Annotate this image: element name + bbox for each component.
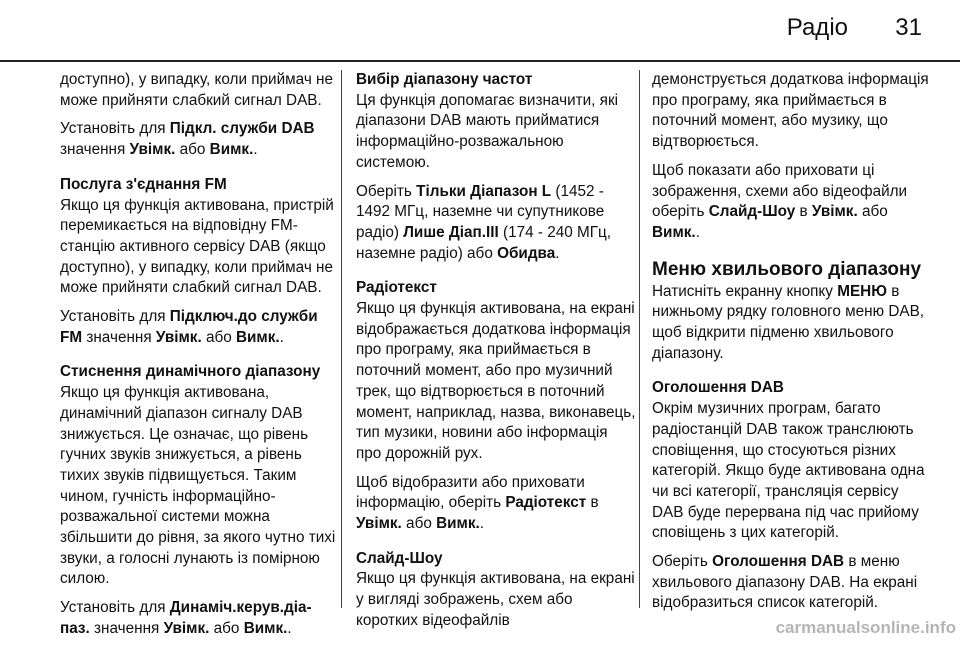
option-on: Увімк. xyxy=(811,203,858,221)
setting-name: Підкл. служби DAB xyxy=(169,120,315,138)
option-off: Вимк. xyxy=(436,515,480,533)
section-heading: Стиснення динамічного діапазону xyxy=(60,363,321,381)
text: . xyxy=(279,328,284,346)
column-divider-1 xyxy=(341,70,342,608)
text: значення xyxy=(60,141,130,159)
option-on: Увімк. xyxy=(163,619,210,637)
text: або xyxy=(401,515,437,533)
section-heading: Слайд-Шоу xyxy=(356,549,443,567)
option-off: Вимк. xyxy=(209,141,254,159)
paragraph: Якщо ця функція активована, на екрані відображається додаткова інформація про програму, яка приймається в поточний момент, або про музичний трек, що відтворюється в поточний момент, наприклад, назва, виконавець, тип музики, новини або інформація про дорожній рух. xyxy=(356,300,636,462)
option-band-iii: Лише Діап.III xyxy=(403,223,499,241)
text: в xyxy=(795,203,812,221)
section-heading: Радіотекст xyxy=(356,279,437,297)
paragraph: Якщо ця функція активована, на екрані у вигляді зображень, схем або коротких відеофайлів xyxy=(356,570,635,629)
section-heading: Послуга з'єднання FM xyxy=(60,175,227,193)
paragraph xyxy=(652,282,932,365)
page-number: 31 xyxy=(895,14,922,41)
paragraph: Якщо ця функція активована, динамічний діапазон сигналу DAB знижується. Це означає, що рівень гучних звуків знижується, а рівень тихих звуків підвищується. Таким чином, гучність інформаційно-розважальної системи можна збільшити до рівня, за якого чутно тихі звуки, а голосні лунають із помірною силою. xyxy=(60,384,336,588)
option-off: Вимк. xyxy=(235,328,280,346)
text: в xyxy=(586,494,599,512)
header-divider xyxy=(0,60,960,62)
paragraph: доступно), у випадку, коли приймач не може прийняти слабкий сигнал DAB. xyxy=(60,71,334,109)
main-heading: Меню хвильового діапазону xyxy=(652,258,922,280)
text: Установіть для xyxy=(60,599,170,617)
section-heading: Вибір діапазону частот xyxy=(356,71,533,88)
text: в нижньому рядку головного меню DAB, щоб відкрити підменю хвильового діапазону. xyxy=(652,282,925,362)
setting-name: Динаміч.керув.діа-паз. xyxy=(60,599,312,637)
text: або xyxy=(201,328,236,346)
setting-name: Радіотекст xyxy=(505,494,587,512)
text: . xyxy=(479,515,485,533)
option-off: Вимк. xyxy=(652,223,696,241)
option-both: Обидва xyxy=(497,244,556,262)
text: Натисніть екранну кнопку xyxy=(652,282,838,300)
setting-name: Підключ.до служби FM xyxy=(60,308,318,346)
page-title: Радіо xyxy=(786,14,848,41)
text: в меню хвильового діапазону DAB. На екрані відобразиться список категорій. xyxy=(652,553,918,612)
paragraph xyxy=(60,598,340,639)
text: . xyxy=(695,223,700,241)
column-3 xyxy=(652,70,932,622)
paragraph: Окрім музичних програм, багато радіостанцій DAB також транслюють сповіщення, що стосуються різних категорій. Якщо буде активована одна чи всі категорії, трансляція сервісу DAB буде перервана під час прийому сповіщень з цих категорій. xyxy=(652,400,925,542)
text: Щоб відобразити або приховати інформацію, оберіть xyxy=(356,473,585,512)
text: значення xyxy=(82,328,156,346)
section-heading: Оголошення DAB xyxy=(652,379,784,397)
text: або xyxy=(175,141,210,159)
menu-button-name: МЕНЮ xyxy=(837,282,887,300)
text: (174 - 240 МГц, наземне радіо) або xyxy=(356,223,612,262)
watermark: carmanualsonline.info xyxy=(775,618,956,637)
text: Оберіть xyxy=(356,182,417,200)
text: або xyxy=(209,619,244,637)
text: Установіть для xyxy=(60,120,170,138)
column-divider-2 xyxy=(639,70,640,608)
option-l-band: Тільки Діапазон L xyxy=(416,182,552,200)
option-on: Увімк. xyxy=(129,141,176,159)
paragraph: Якщо ця функція активована, пристрій перемикається на відповідну FM-станцію активного сервісу DAB (якщо доступно), у випадку, коли приймач не може прийняти слабкий сигнал DAB. xyxy=(60,196,334,297)
text: . xyxy=(287,619,292,637)
setting-name: Слайд-Шоу xyxy=(708,203,796,221)
paragraph: Ця функція допомагає визначити, які діапазони DAB мають прийматися інформаційно-розважальною системою. xyxy=(356,91,619,171)
text: . xyxy=(555,244,560,262)
setting-name: Оголошення DAB xyxy=(712,553,845,571)
paragraph xyxy=(60,307,340,348)
text: . xyxy=(253,141,258,159)
text: Щоб показати або приховати ці зображення, схеми або відеофайли оберіть xyxy=(652,161,908,221)
text: Оберіть xyxy=(652,553,713,571)
option-off: Вимк. xyxy=(243,619,288,637)
text: або xyxy=(857,203,888,221)
paragraph: демонструється додаткова інформація про програму, яка приймається в поточний момент, або музику, що відтворюється. xyxy=(652,71,929,151)
paragraph xyxy=(356,473,636,535)
paragraph xyxy=(652,161,932,244)
text: (1452 - 1492 МГц, наземне чи супутникове радіо) xyxy=(356,182,605,241)
column-2 xyxy=(356,70,636,640)
text: Установіть для xyxy=(60,308,170,326)
text: значення xyxy=(89,619,164,637)
option-on: Увімк. xyxy=(155,328,202,346)
option-on: Увімк. xyxy=(356,515,402,533)
paragraph xyxy=(60,119,340,160)
paragraph xyxy=(356,182,636,265)
paragraph xyxy=(652,552,932,614)
column-1 xyxy=(60,70,340,648)
